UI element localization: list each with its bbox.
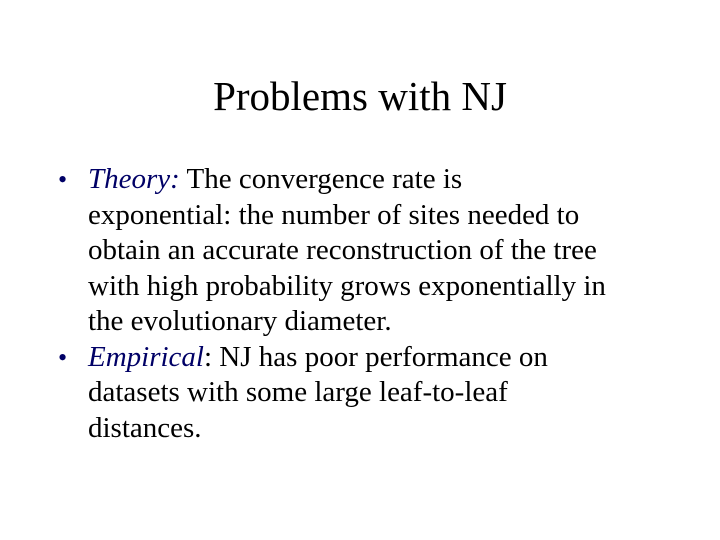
bullet-theory (58, 162, 688, 340)
bullet-icon: • (58, 342, 68, 372)
slide-title: Problems with NJ (213, 73, 507, 119)
bullet-icon: • (58, 165, 68, 194)
bullet-line: distances. (88, 411, 202, 444)
bullet-line: the evolutionary diameter. (88, 305, 392, 337)
bullet-line-text: The convergence rate is (179, 163, 463, 195)
bullet-line: exponential: the number of sites needed to (88, 198, 580, 231)
bullet-list (58, 162, 688, 446)
bullet-line (88, 340, 688, 376)
bullet-line: datasets with some large leaf-to-leaf (88, 376, 508, 408)
bullet-line-text: : NJ has poor performance on (204, 340, 548, 373)
bullet-line (88, 162, 688, 198)
bullet-lead-theory: Theory: (88, 163, 180, 195)
bullet-empirical (58, 340, 688, 447)
bullet-lead-empirical: Empirical (88, 340, 204, 373)
bullet-line: with high probability grows exponentially in (88, 269, 606, 302)
bullet-line: obtain an accurate reconstruction of the tree (88, 234, 597, 266)
